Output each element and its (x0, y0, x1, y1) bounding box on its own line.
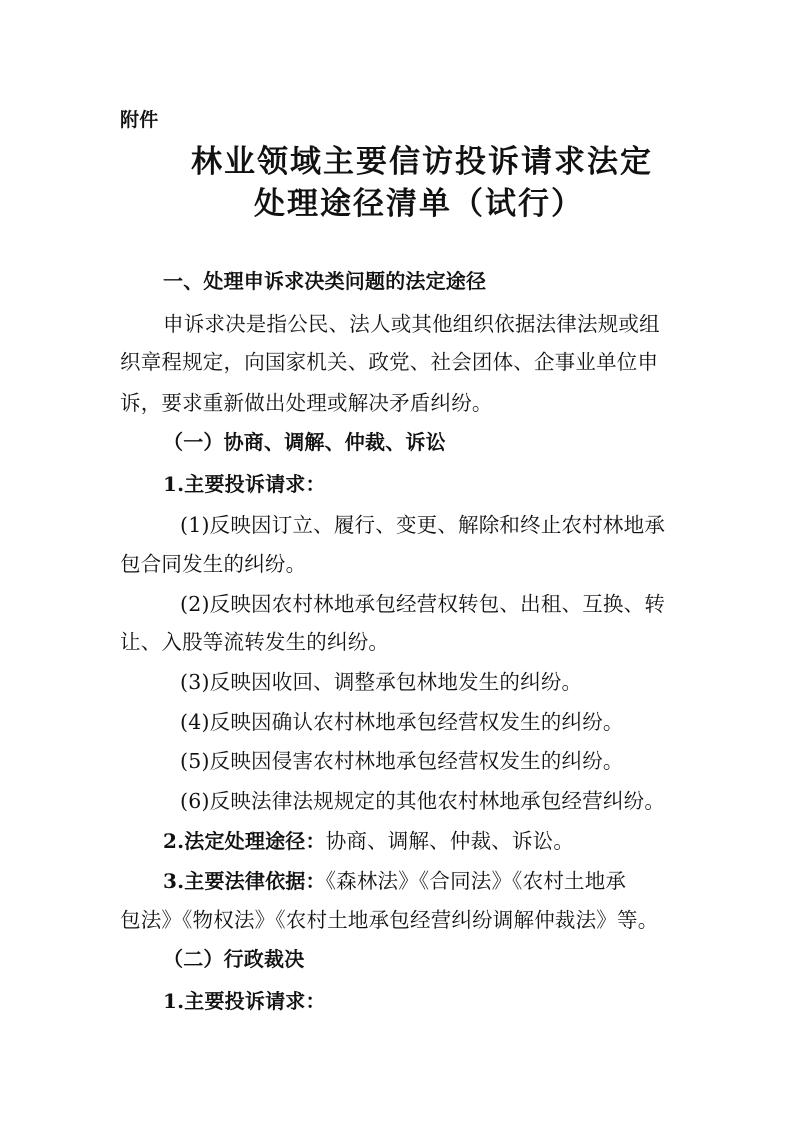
subsection2-item1-heading: 1.主要投诉请求： (163, 989, 326, 1013)
item3-label: 3.主要法律依据： (163, 869, 326, 893)
item2-label: 2.法定处理途径： (163, 829, 326, 853)
claim-1-line-1: (1)反映因订立、履行、变更、解除和终止农村林地承 (180, 513, 666, 537)
claim-2-line-2: 让、入股等流转发生的纠纷。 (120, 630, 390, 654)
claim-5: (5)反映因侵害农村林地承包经营权发生的纠纷。 (180, 749, 624, 773)
intro-line-3: 诉，要求重新做出处理或解决矛盾纠纷。 (120, 391, 493, 415)
attachment-label: 附件 (120, 109, 159, 131)
subsection2-heading: （二）行政裁决 (163, 947, 305, 971)
claim-4: (4)反映因确认农村林地承包经营权发生的纠纷。 (180, 710, 624, 734)
document-title-line2: 处理途径清单（试行） (254, 186, 584, 222)
intro-line-2: 织章程规定，向国家机关、政党、社会团体、企事业单位申 (120, 350, 659, 374)
claim-6: (6)反映法律法规规定的其他农村林地承包经营纠纷。 (180, 789, 666, 813)
section1-heading: 一、处理申诉求决类问题的法定途径 (163, 269, 487, 293)
item3-continuation: 包法》《物权法》《农村土地承包经营纠纷调解仲裁法》等。 (120, 908, 659, 932)
item3-text: 《森林法》《合同法》《农村土地承 (325, 869, 627, 893)
subsection1-item2 (163, 827, 574, 855)
item2-text: 协商、调解、仲裁、诉讼。 (325, 829, 575, 853)
document-title-line1: 林业领域主要信访投诉请求法定 (191, 144, 653, 180)
intro-line-1: 申诉求决是指公民、法人或其他组织依据法律法规或组 (163, 312, 660, 336)
subsection1-heading: （一）协商、调解、仲裁、诉讼 (163, 430, 446, 454)
claim-1-line-2: 包合同发生的纠纷。 (120, 552, 307, 576)
subsection1-item1-heading: 1.主要投诉请求： (163, 472, 326, 496)
claim-2-line-1: (2)反映因农村林地承包经营权转包、出租、互换、转 (180, 592, 666, 616)
subsection1-item3 (163, 867, 626, 895)
claim-3: (3)反映因收回、调整承包林地发生的纠纷。 (180, 670, 583, 694)
